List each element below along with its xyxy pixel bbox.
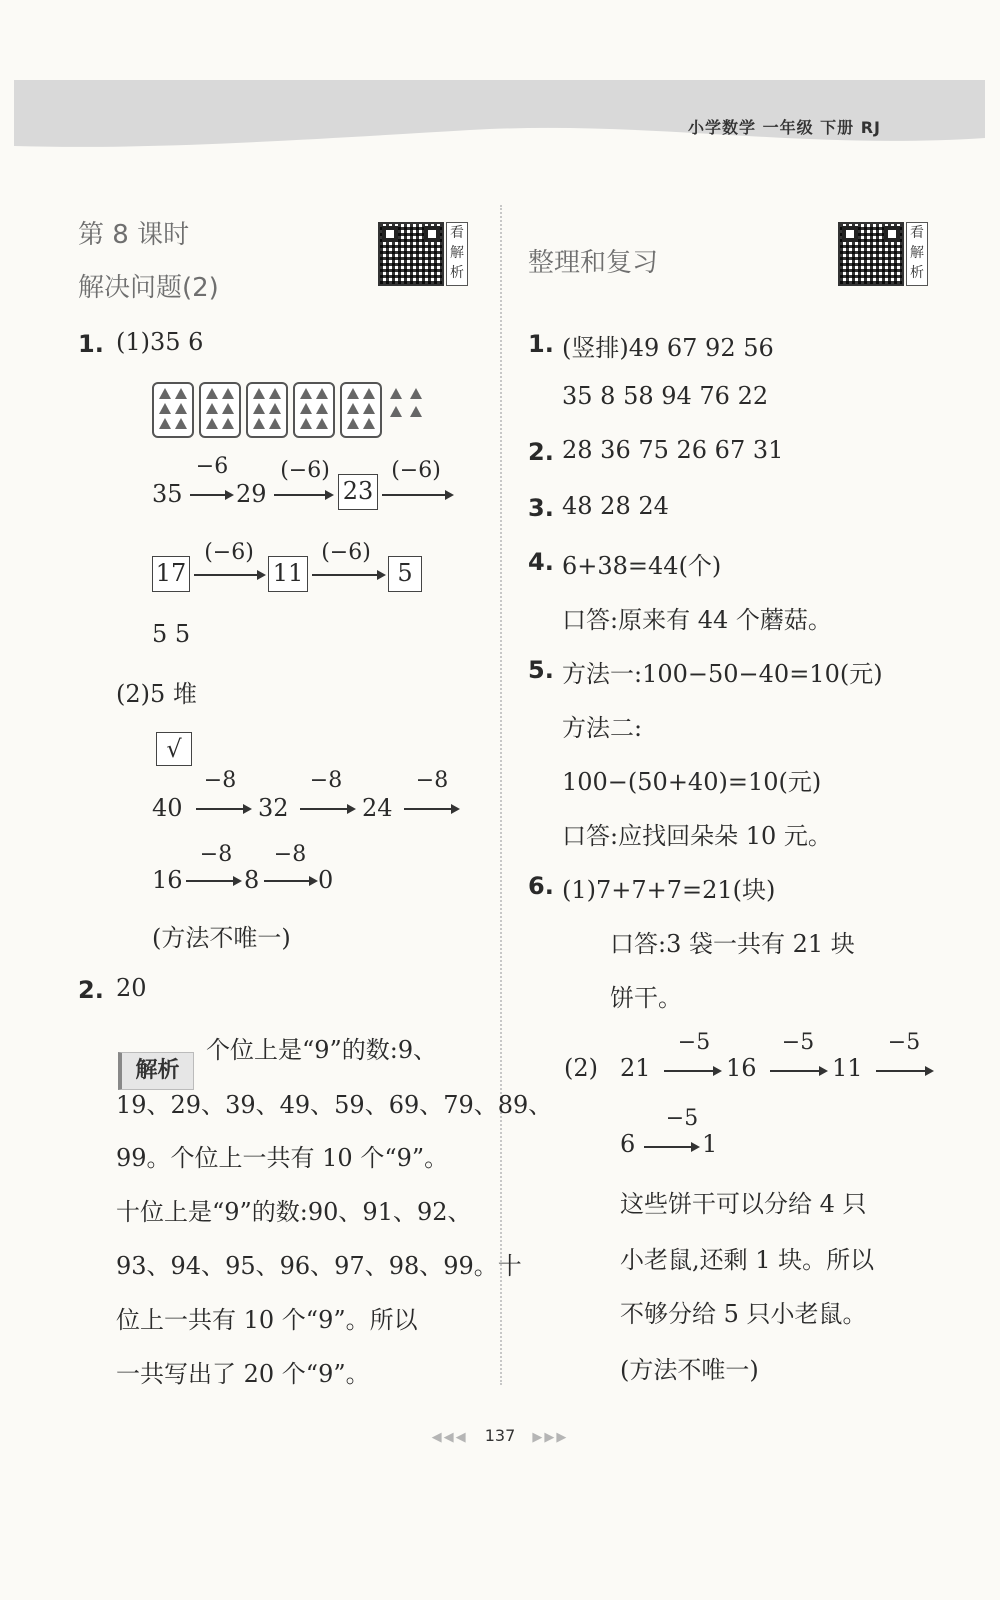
triangle [347, 418, 359, 429]
header-book-info: 小学数学 一年级 下册 RJ [688, 118, 881, 137]
triangle [253, 403, 265, 414]
qr-code-right[interactable] [838, 222, 904, 286]
chain3-start: 40 [152, 794, 183, 822]
arrow [300, 808, 354, 810]
pager-left-arrows-icon: ◀◀◀ [431, 1430, 468, 1445]
q2-line: 99。个位上一共有 10 个“9”。 [116, 1144, 449, 1172]
r-q1-line1: (竖排)49 67 92 56 [562, 334, 774, 362]
r-chain1-op3: −5 [887, 1030, 921, 1055]
arrow [196, 808, 250, 810]
arrow [664, 1070, 720, 1072]
triangle [347, 388, 359, 399]
r-q6-line5: 小老鼠,还剩 1 块。所以 [620, 1246, 875, 1274]
triangle [206, 403, 218, 414]
pager-right-arrows-icon: ▶▶▶ [532, 1430, 569, 1445]
r-q3-number: 3. [528, 494, 554, 522]
triangle [390, 388, 402, 399]
q2-line: 十位上是“9”的数:90、91、92、 [116, 1198, 472, 1226]
r-q2-line: 28 36 75 26 67 31 [562, 436, 784, 464]
arrow [190, 494, 232, 496]
r-q5-line2: 方法二: [562, 714, 643, 742]
q2-line: 位上一共有 10 个“9”。所以 [116, 1306, 418, 1334]
chain4-op1: −8 [199, 842, 233, 867]
chain2-box3: 5 [388, 556, 422, 592]
q1-part2: (2)5 堆 [116, 680, 197, 708]
arrow [770, 1070, 826, 1072]
triangle [316, 403, 328, 414]
triangle [253, 418, 265, 429]
q1-number: 1. [78, 330, 104, 358]
chain4-v1: 8 [244, 866, 260, 894]
r-chain2-op1: −5 [665, 1106, 699, 1131]
arrow [876, 1070, 932, 1072]
r-q3-line: 48 28 24 [562, 492, 669, 520]
page-footer [0, 1426, 1000, 1445]
triangle [175, 388, 187, 399]
chain1-box: 23 [338, 474, 378, 510]
qr-label-left: 看解析 [446, 222, 468, 286]
triangle [410, 406, 422, 417]
chain4-v2: 0 [318, 866, 334, 894]
q2-number: 2. [78, 976, 104, 1004]
chain1-op2: (−6) [280, 458, 330, 483]
triangle [316, 388, 328, 399]
r-q2-number: 2. [528, 438, 554, 466]
r-q5-line1: 方法一:100−50−40=10(元) [562, 660, 883, 688]
triangle [347, 403, 359, 414]
triangle [300, 403, 312, 414]
chain3-op3: −8 [415, 768, 449, 793]
r-q1-number: 1. [528, 330, 554, 358]
chain2-op1: (−6) [204, 540, 254, 565]
triangle [206, 418, 218, 429]
chain3-v2: 24 [362, 794, 393, 822]
page-number: 137 [484, 1426, 516, 1445]
q2-line: 个位上是“9”的数:9、 [206, 1036, 438, 1064]
triangle [300, 418, 312, 429]
triangle [222, 418, 234, 429]
triangle [410, 388, 422, 399]
arrow [382, 494, 452, 496]
check-box: √ [156, 732, 192, 766]
triangle [300, 388, 312, 399]
r-q6-line6: 不够分给 5 只小老鼠。 [620, 1300, 867, 1328]
analysis-tag: 解析 [118, 1052, 194, 1090]
triangle [159, 403, 171, 414]
q2-answer: 20 [116, 974, 147, 1002]
chain2-op2: (−6) [321, 540, 371, 565]
r-chain1-prefix: (2) [564, 1054, 598, 1082]
q1-line-after: 5 5 [152, 620, 191, 648]
chain1-v1: 29 [236, 480, 267, 508]
chain4-start: 16 [152, 866, 183, 894]
triangle [316, 418, 328, 429]
chain4-op2: −8 [273, 842, 307, 867]
triangle [175, 403, 187, 414]
chain3-v1: 32 [258, 794, 289, 822]
chain1-op3: (−6) [391, 458, 441, 483]
arrow [404, 808, 458, 810]
r-q4-line1: 6+38=44(个) [562, 552, 722, 580]
r-chain1-op2: −5 [781, 1030, 815, 1055]
column-divider [500, 205, 502, 1385]
r-chain2-v1: 1 [702, 1130, 718, 1158]
qr-code-left[interactable] [378, 222, 444, 286]
chain2-box2: 11 [268, 556, 308, 592]
r-chain1-op1: −5 [677, 1030, 711, 1055]
arrow [186, 880, 240, 882]
section-title: 整理和复习 [528, 248, 659, 278]
q2-line: 一共写出了 20 个“9”。 [116, 1360, 370, 1388]
r-chain2-start: 6 [620, 1130, 636, 1158]
r-q6-line2: 口答:3 袋一共有 21 块 [610, 930, 855, 958]
r-q6-line4: 这些饼干可以分给 4 只 [620, 1190, 867, 1218]
chain2-box1: 17 [152, 556, 190, 592]
q1-note: (方法不唯一) [152, 924, 291, 952]
q2-line: 93、94、95、96、97、98、99。十 [116, 1252, 522, 1280]
r-q6-line3: 饼干。 [610, 984, 682, 1012]
r-q4-number: 4. [528, 548, 554, 576]
arrow [264, 880, 316, 882]
triangle [222, 403, 234, 414]
r-q5-line4: 口答:应找回朵朵 10 元。 [562, 822, 832, 850]
arrow [274, 494, 332, 496]
triangle [175, 418, 187, 429]
arrow [194, 574, 264, 576]
r-q6-note: (方法不唯一) [620, 1356, 759, 1384]
arrow [312, 574, 384, 576]
q2-line: 19、29、39、49、59、69、79、89、 [116, 1091, 553, 1119]
chain3-op1: −8 [203, 768, 237, 793]
triangle [269, 418, 281, 429]
triangle [206, 388, 218, 399]
header-band [0, 0, 1000, 170]
q1-part1-line: (1)35 6 [116, 328, 204, 356]
lesson-subtitle: 解决问题(2) [78, 273, 219, 303]
r-chain1-start: 21 [620, 1054, 651, 1082]
r-q1-line2: 35 8 58 94 76 22 [562, 382, 769, 410]
qr-label-right: 看解析 [906, 222, 928, 286]
r-q6-line1: (1)7+7+7=21(块) [562, 876, 776, 904]
r-chain1-v1: 16 [726, 1054, 757, 1082]
triangle [363, 418, 375, 429]
chain3-op2: −8 [309, 768, 343, 793]
triangle [253, 388, 265, 399]
chain1-start: 35 [152, 480, 183, 508]
r-q6-number: 6. [528, 872, 554, 900]
triangle [222, 388, 234, 399]
triangle [269, 403, 281, 414]
r-q5-number: 5. [528, 656, 554, 684]
r-q4-line2: 口答:原来有 44 个蘑菇。 [562, 606, 832, 634]
triangle [269, 388, 281, 399]
triangle [390, 406, 402, 417]
triangle [159, 388, 171, 399]
r-chain1-v2: 11 [832, 1054, 863, 1082]
chain1-op1: −6 [195, 454, 229, 479]
r-q5-line3: 100−(50+40)=10(元) [562, 768, 822, 796]
triangle [363, 388, 375, 399]
lesson-title: 第 8 课时 [78, 220, 190, 250]
triangle [363, 403, 375, 414]
arrow [644, 1146, 698, 1148]
triangle [159, 418, 171, 429]
